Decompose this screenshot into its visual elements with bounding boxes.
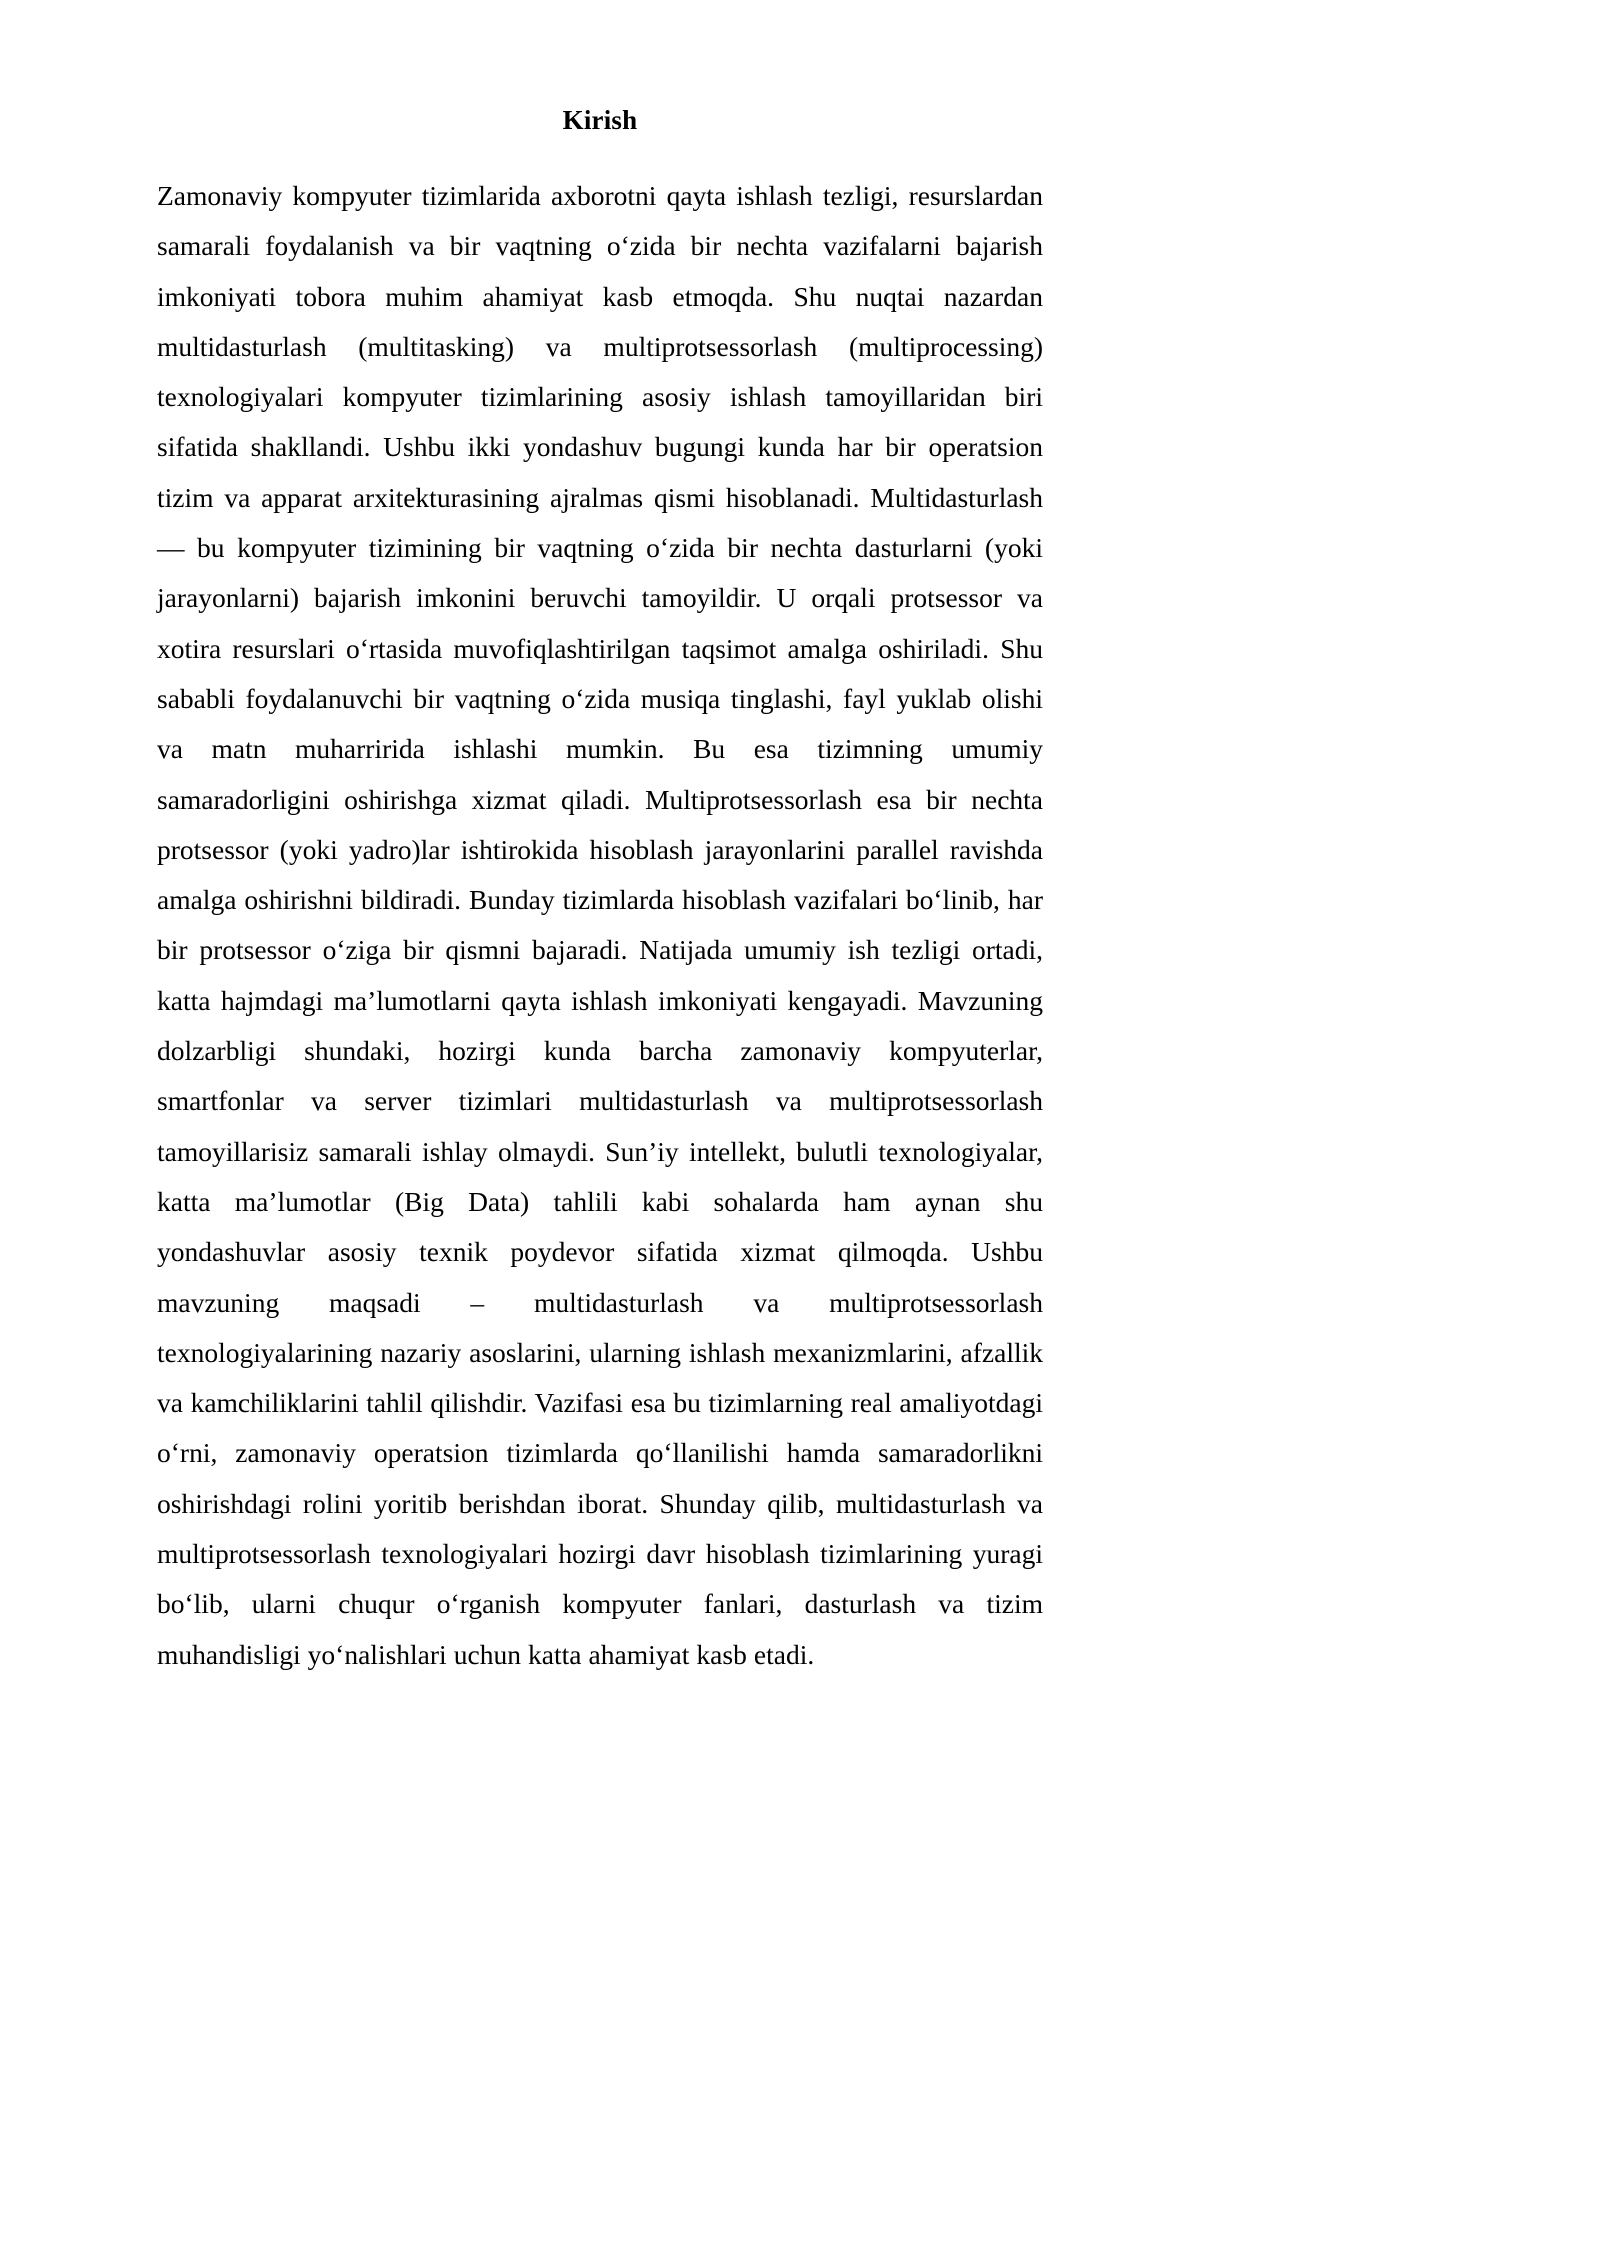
page-title: Kirish	[562, 105, 638, 135]
body-paragraph: Zamonaviy kompyuter tizimlarida axborotni qayta ishlash tezligi, resurslardan samarali foydalanish va bir vaqtning o‘zida bir nechta vazifalarni bajarish imkoniyati tobora muhim ahamiyat kasb etmoqda. Shu nuqtai nazardan multidasturlash (multitasking) va multiprotsessorlash (multiprocessing) texnologiyalari kompyuter tizimlarining asosiy ishlash tamoyillaridan biri sifatida shakllandi. Ushbu ikki yondashuv bugungi kunda har bir operatsion tizim va apparat arxitekturasining ajralmas qismi hisoblanadi. Multidasturlash — bu kompyuter tizimining bir vaqtning o‘zida bir nechta dasturlarni (yoki jarayonlarni) bajarish imkonini beruvchi tamoyildir. U orqali protsessor va xotira resurslari o‘rtasida muvofiqlashtirilgan taqsimot amalga oshiriladi. Shu sababli foydalanuvchi bir vaqtning o‘zida musiqa tinglashi, fayl yuklab olishi va matn muharririda ishlashi mumkin. Bu esa tizimning umumiy samaradorligini oshirishga xizmat qiladi. Multiprotsessorlash esa bir nechta protsessor (yoki yadro)lar ishtirokida hisoblash jarayonlarini parallel ravishda amalga oshirishni bildiradi. Bunday tizimlarda hisoblash vazifalari bo‘linib, har bir protsessor o‘ziga bir qismni bajaradi. Natijada umumiy ish tezligi ortadi, katta hajmdagi ma’lumotlarni qayta ishlash imkoniyati kengayadi. Mavzuning dolzarbligi shundaki, hozirgi kunda barcha zamonaviy kompyuterlar, smartfonlar va server tizimlari multidasturlash va multiprotsessorlash tamoyillarisiz samarali ishlay olmaydi. Sun’iy intellekt, bulutli texnologiyalar, katta ma’lumotlar (Big Data) tahlili kabi sohalarda ham aynan shu yondashuvlar asosiy texnik poydevor sifatida xizmat qilmoqda. Ushbu mavzuning maqsadi – multidasturlash va multiprotsessorlash texnologiyalarining nazariy asoslarini, ularning ishlash mexanizmlarini, afzallik va kamchiliklarini tahlil qilishdir. Vazifasi esa bu tizimlarning real amaliyotdagi o‘rni, zamonaviy operatsion tizimlarda qo‘llanilishi hamda samaradorlikni oshirishdagi rolini yoritib berishdan iborat. Shunday qilib, multidasturlash va multiprotsessorlash texnologiyalari hozirgi davr hisoblash tizimlarining yuragi bo‘lib, ularni chuqur o‘rganish kompyuter fanlari, dasturlash va tizim muhandisligi yo‘nalishlari uchun katta ahamiyat kasb etadi.	[157, 180, 1043, 1670]
page-content	[157, 0, 1043, 1680]
